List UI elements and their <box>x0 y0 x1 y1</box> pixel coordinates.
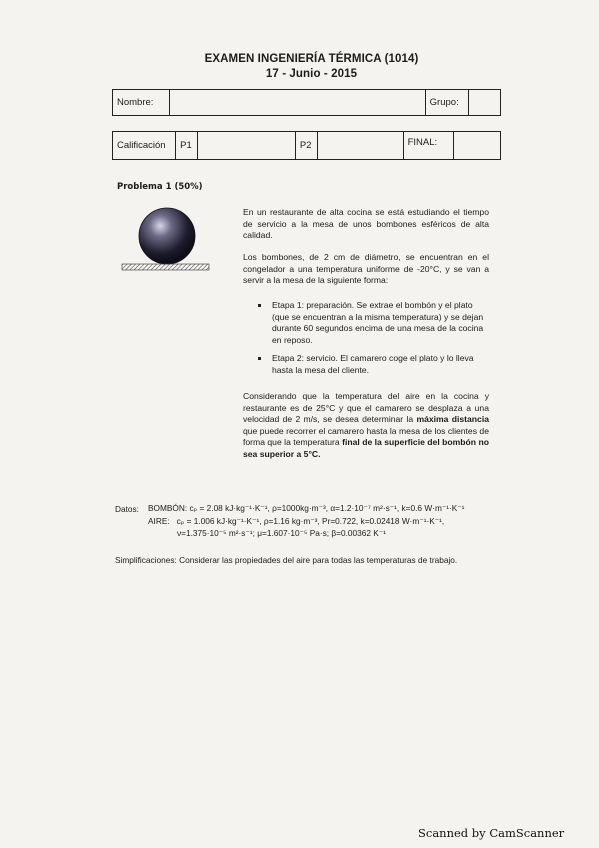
scanner-watermark: Scanned by CamScanner <box>418 826 565 840</box>
list-item: Etapa 2: servicio. El camarero coge el plato y lo lleva hasta la mesa del cliente. <box>258 353 488 376</box>
exam-title: EXAMEN INGENIERÍA TÉRMICA (1014) <box>204 53 419 65</box>
list-item: Etapa 1: preparación. Se extrae el bombón y el plato (que se encuentran a la misma temperatura) y se dejan durante 60 segundos encima de una mesa de la cocina en reposo. <box>258 300 488 346</box>
bonbon-sphere <box>139 208 195 264</box>
name-group-box <box>112 89 501 116</box>
data-aire-line1: AIRE: cₚ = 1.006 kJ·kg⁻¹·K⁻¹, ρ=1.16 kg·m⁻³, Pr=0.722, k=0.02418 W·m⁻¹·K⁻¹, <box>148 516 445 526</box>
bullet-icon <box>258 304 261 307</box>
bonbon-illustration <box>120 203 212 275</box>
name-field[interactable] <box>169 90 425 116</box>
problem-title: Problema 1 (50%) <box>117 182 203 192</box>
table-surface <box>122 264 209 270</box>
problem-intro: En un restaurante de alta cocina se está estudiando el tiempo de servicio a la mesa de unos bombones esféricos de alta calidad. <box>243 207 489 240</box>
group-field[interactable] <box>468 90 500 116</box>
p2-field[interactable] <box>317 132 403 160</box>
name-label: Nombre: <box>113 90 170 116</box>
bullet-icon <box>258 357 261 360</box>
p1-field[interactable] <box>197 132 295 160</box>
grade-box <box>112 131 501 160</box>
p2-label: P2 <box>295 132 317 160</box>
final-label: FINAL: <box>403 132 454 160</box>
simplifications: Simplificaciones: Considerar las propiedades del aire para todas las temperaturas de trabajo. <box>115 555 458 565</box>
exam-date: 17 - Junio - 2015 <box>265 68 358 80</box>
problem-setup: Los bombones, de 2 cm de diámetro, se encuentran en el congelador a una temperatura uniforme de -20°C, y se van a servir a la mesa de la siguiente forma: <box>243 252 489 285</box>
data-bombon: BOMBÓN: cₚ = 2.08 kJ·kg⁻¹·K⁻¹, ρ=1000kg·m⁻³, α=1.2·10⁻⁷ m²·s⁻¹, k=0.6 W·m⁻¹·K⁻¹ <box>148 503 465 513</box>
final-field[interactable] <box>454 132 501 160</box>
group-label: Grupo: <box>425 90 468 116</box>
grade-label: Calificación <box>113 132 176 160</box>
p1-label: P1 <box>176 132 197 160</box>
data-aire-line2: ν=1.375·10⁻⁵ m²·s⁻¹; μ=1.607·10⁻⁵ Pa·s; β=0.00362 K⁻¹ <box>177 528 386 538</box>
problem-question: Considerando que la temperatura del aire en la cocina y restaurante es de 25°C y que el camarero se desplaza a una velocidad de 2 m/s, se desea determinar la máxima distancia que puede recorrer el camarero hasta la mesa de los clientes de forma que la temperatura final de la superficie del bombón no sea superior a 5°C. <box>243 391 489 459</box>
stage-list <box>258 300 488 383</box>
data-label: Datos: <box>115 504 139 514</box>
